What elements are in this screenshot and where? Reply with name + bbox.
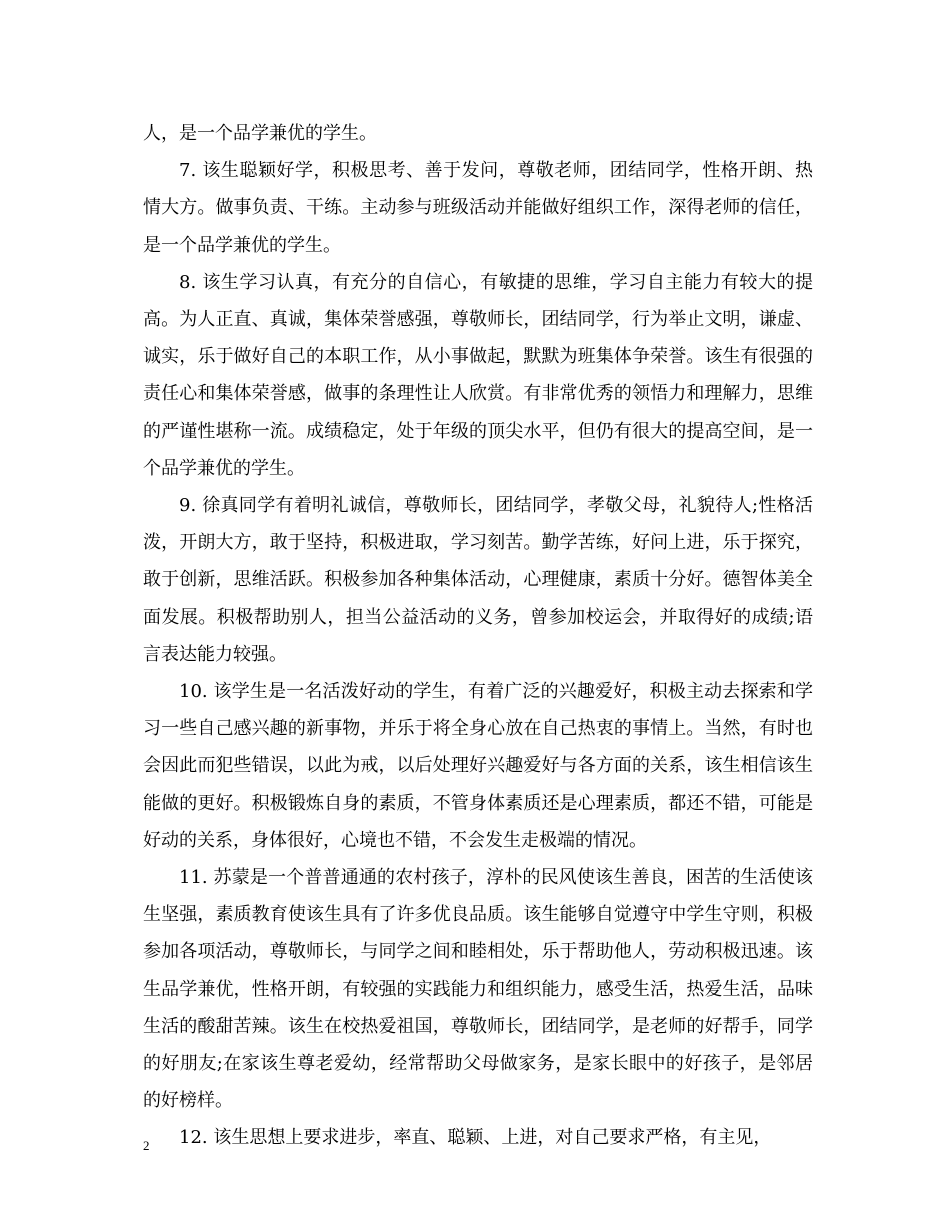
paragraph-10: 10. 该学生是一名活泼好动的学生，有着广泛的兴趣爱好，积极主动去探索和学习一些自己感兴趣的新事物，并乐于将全身心放在自己热衷的事情上。当然，有时也会因此而犯些错误，以此为戒，以后处理好兴趣爱好与各方面的关系，该生相信该生能做的更好。积极锻炼自身的素质，不管身体素质还是心理素质，都还不错，可能是好动的关系，身体很好，心境也不错，不会发生走极端的情况。 <box>143 681 813 851</box>
paragraph-8: 8. 该生学习认真，有充分的自信心，有敏捷的思维，学习自主能力有较大的提高。为人正直、真诚，集体荣誉感强，尊敬师长，团结同学，行为举止文明，谦虚、诚实，乐于做好自己的本职工作，从小事做起，默默为班集体争荣誉。该生有很强的责任心和集体荣誉感，做事的条理性让人欣赏。有非常优秀的领悟力和理解力，思维的严谨性堪称一流。成绩稳定，处于年级的顶尖水平，但仍有很大的提高空间，是一个品学兼优的学生。 <box>143 271 813 479</box>
paragraph-9: 9. 徐真同学有着明礼诚信，尊敬师长，团结同学，孝敬父母，礼貌待人;性格活泼，开朗大方，敢于坚持，积极进取，学习刻苦。勤学苦练，好问上进，乐于探究，敢于创新，思维活跃。积极参加各种集体活动，心理健康，素质十分好。德智体美全面发展。积极帮助别人，担当公益活动的义务，曾参加校运会，并取得好的成绩;语言表达能力较强。 <box>143 495 813 665</box>
paragraph-12: 12. 该生思想上要求进步，率直、聪颖、上进，对自己要求严格，有主见， <box>179 1127 772 1149</box>
paragraph-continuation: 人，是一个品学兼优的学生。 <box>143 123 377 144</box>
paragraph-7: 7. 该生聪颖好学，积极思考、善于发问，尊敬老师，团结同学，性格开朗、热情大方。做事负责、干练。主动参与班级活动并能做好组织工作，深得老师的信任，是一个品学兼优的学生。 <box>143 160 813 256</box>
page-content <box>143 115 813 1157</box>
paragraph-11: 11. 苏蒙是一个普普通通的农村孩子，淳朴的民风使该生善良，困苦的生活使该生坚强，素质教育使该生具有了许多优良品质。该生能够自觉遵守中学生守则，积极参加各项活动，尊敬师长，与同学之间和睦相处，乐于帮助他人，劳动积极迅速。该生品学兼优，性格开朗，有较强的实践能力和组织能力，感受生活，热爱生活，品味生活的酸甜苦辣。该生在校热爱祖国，尊敬师长，团结同学，是老师的好帮手，同学的好朋友;在家该生尊老爱幼，经常帮助父母做家务，是家长眼中的好孩子，是邻居的好榜样。 <box>143 867 813 1112</box>
page-number: 2 <box>143 1138 150 1153</box>
